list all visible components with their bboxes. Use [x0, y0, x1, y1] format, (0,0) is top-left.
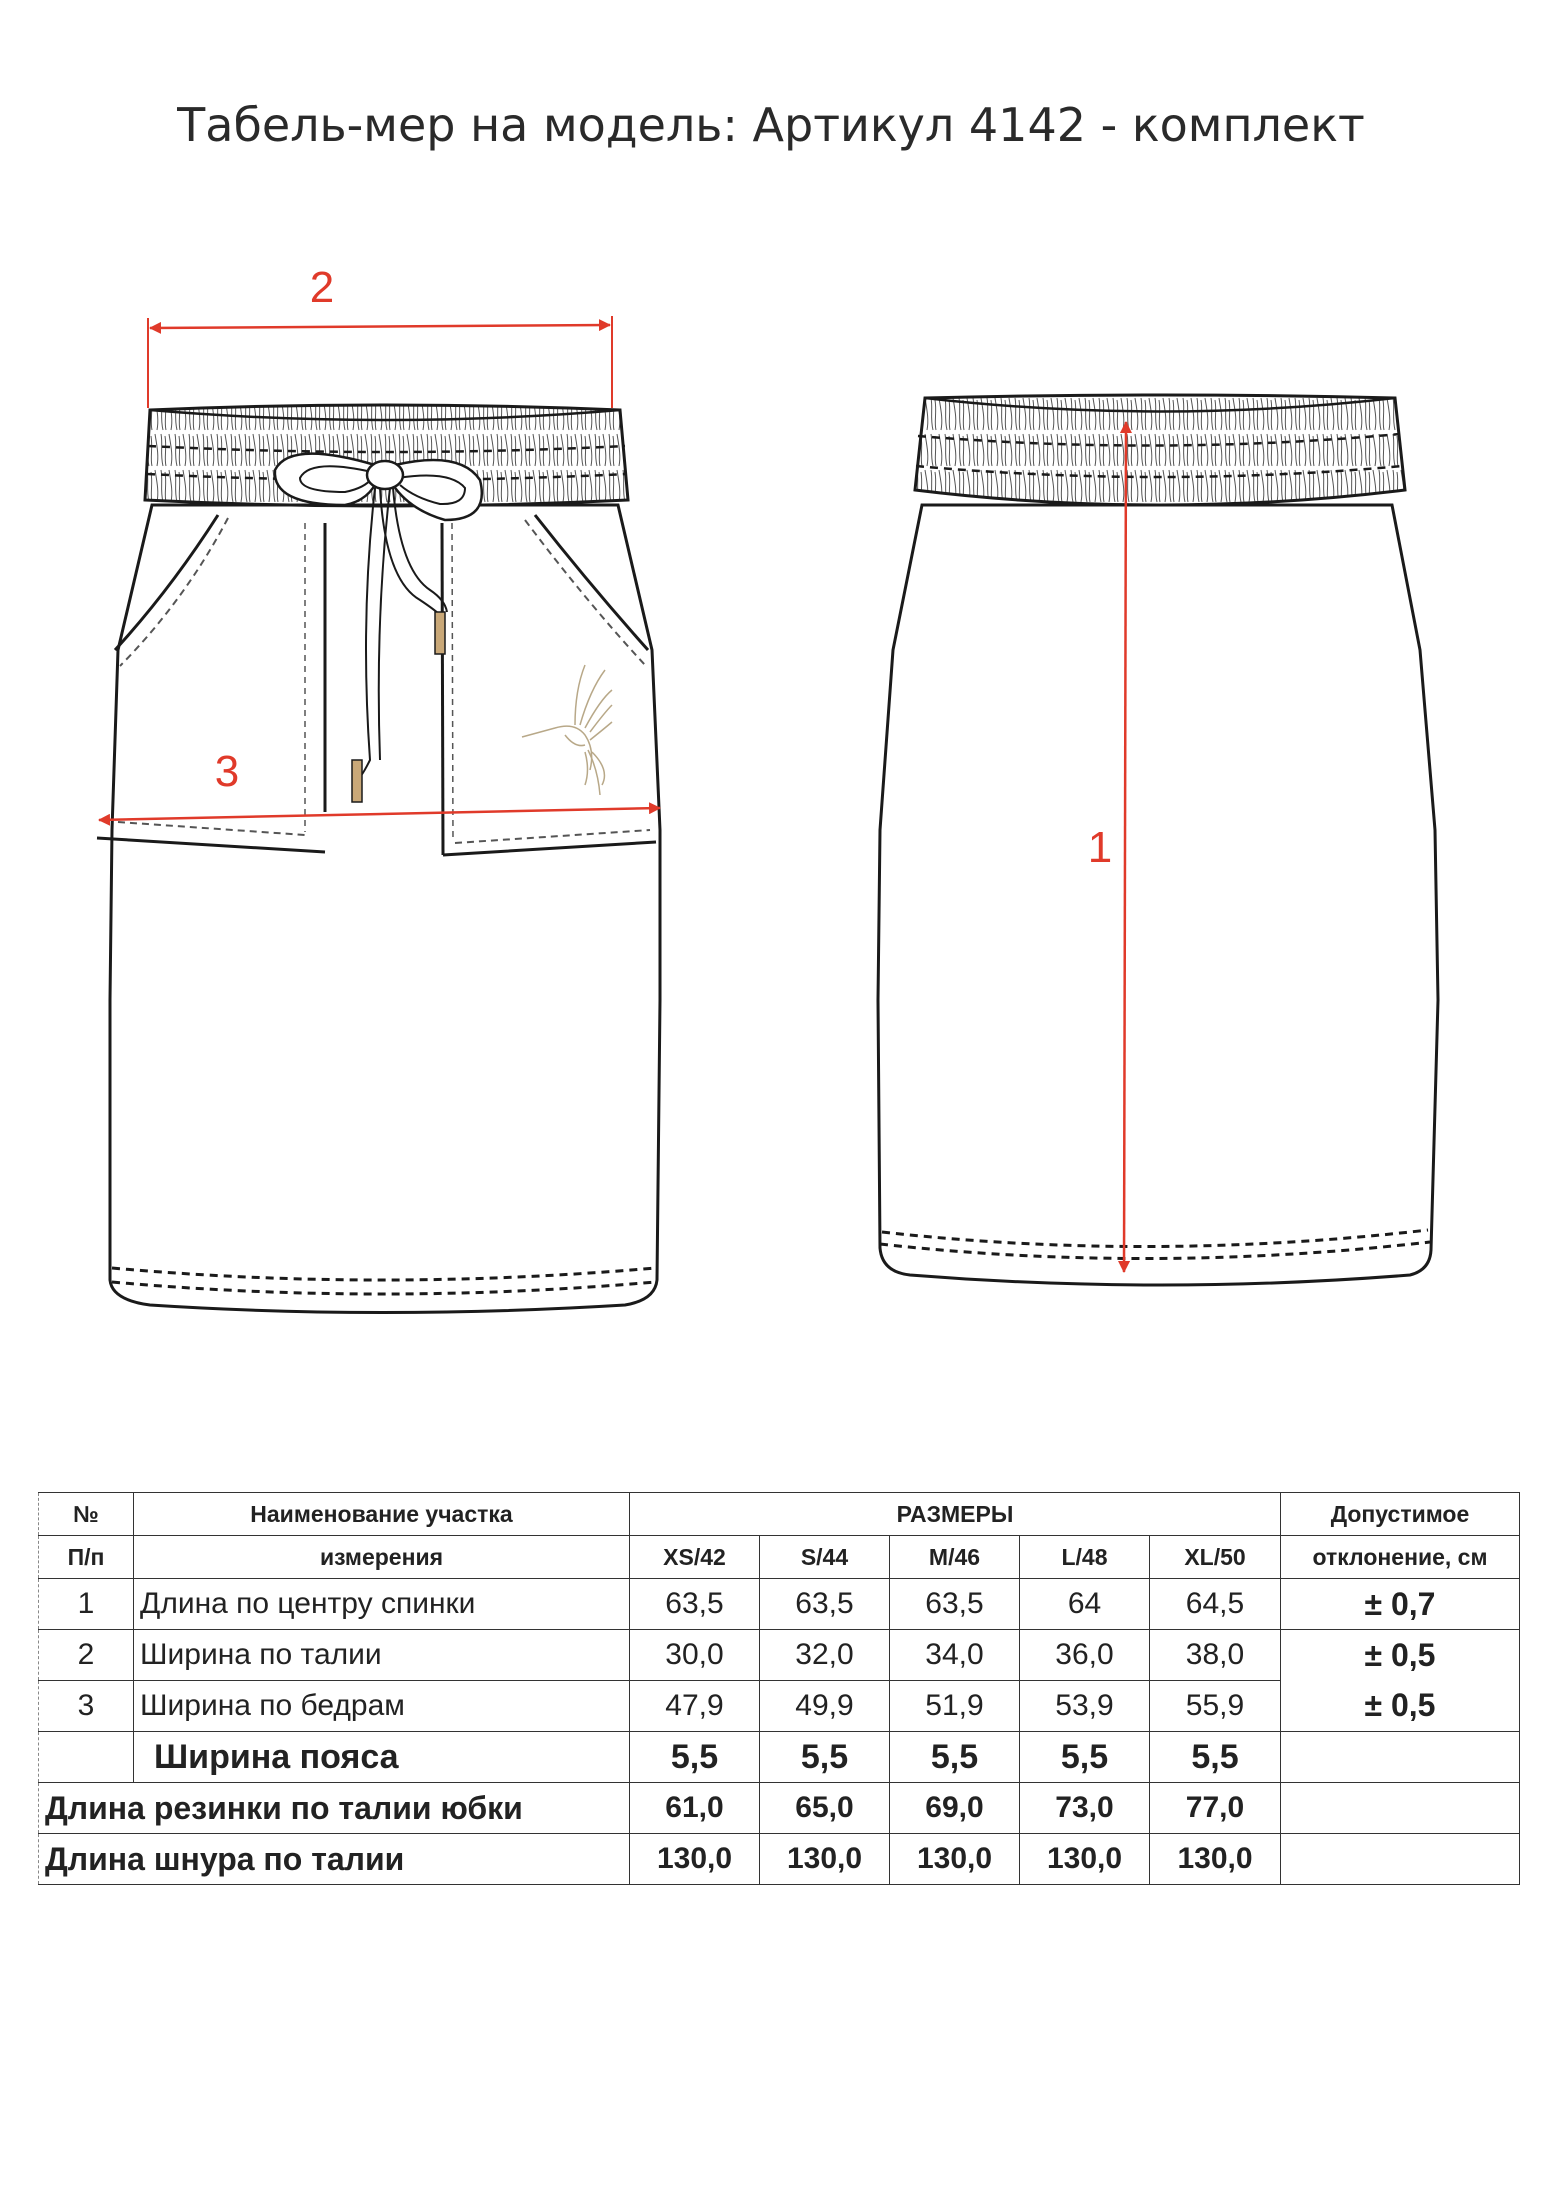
cord-tip-right [435, 612, 445, 654]
row-tolerance-empty [1281, 1834, 1520, 1885]
row-value: 34,0 [890, 1630, 1020, 1681]
row-value: 36,0 [1020, 1630, 1150, 1681]
row-value: 53,9 [1020, 1681, 1150, 1732]
row-value: 47,9 [630, 1681, 760, 1732]
table-row [39, 1579, 1520, 1630]
row-value: 77,0 [1150, 1783, 1281, 1834]
row-name: Длина по центру спинки [134, 1579, 630, 1630]
row-name: Длина шнура по талии [39, 1834, 630, 1885]
row-value: 69,0 [890, 1783, 1020, 1834]
row-value: 5,5 [760, 1732, 890, 1783]
row-num: 2 [39, 1630, 134, 1681]
table-row [39, 1732, 1520, 1783]
header-name-line1: Наименование участка [134, 1493, 630, 1536]
table-row [39, 1681, 1520, 1732]
row-name: Ширина по талии [134, 1630, 630, 1681]
row-value: 38,0 [1150, 1630, 1281, 1681]
row-name: Ширина по бедрам [134, 1681, 630, 1732]
header-num-line2: П/п [39, 1536, 134, 1579]
row-value: 64 [1020, 1579, 1150, 1630]
measure-label-3: 3 [214, 747, 240, 796]
row-tolerance: ± 0,5 [1281, 1630, 1520, 1681]
header-size-xs: XS/42 [630, 1536, 760, 1579]
header-size-xl: XL/50 [1150, 1536, 1281, 1579]
row-value: 61,0 [630, 1783, 760, 1834]
row-value: 65,0 [760, 1783, 890, 1834]
header-size-l: L/48 [1020, 1536, 1150, 1579]
row-tolerance [1281, 1732, 1520, 1783]
table-row [39, 1834, 1520, 1885]
header-sizes: РАЗМЕРЫ [630, 1493, 1281, 1536]
header-name-line2: измерения [134, 1536, 630, 1579]
row-value: 130,0 [1150, 1834, 1281, 1885]
table-row [39, 1783, 1520, 1834]
header-num-line1: № [39, 1493, 134, 1536]
row-value: 30,0 [630, 1630, 760, 1681]
header-tolerance-line1: Допустимое [1281, 1493, 1520, 1536]
measurement-table [38, 1492, 1520, 1885]
row-num: 1 [39, 1579, 134, 1630]
row-value: 63,5 [760, 1579, 890, 1630]
row-value: 5,5 [630, 1732, 760, 1783]
row-value: 5,5 [1150, 1732, 1281, 1783]
row-value: 5,5 [1020, 1732, 1150, 1783]
document-title: Табель-мер на модель: Артикул 4142 - комплект [177, 98, 1365, 152]
row-value: 130,0 [890, 1834, 1020, 1885]
row-value: 130,0 [760, 1834, 890, 1885]
row-value: 49,9 [760, 1681, 890, 1732]
row-value: 32,0 [760, 1630, 890, 1681]
table-row [39, 1630, 1520, 1681]
row-value: 51,9 [890, 1681, 1020, 1732]
row-value: 130,0 [630, 1834, 760, 1885]
row-value: 63,5 [890, 1579, 1020, 1630]
header-size-s: S/44 [760, 1536, 890, 1579]
row-value: 73,0 [1020, 1783, 1150, 1834]
row-tolerance: ± 0,5 [1281, 1681, 1520, 1732]
front-placket-right [442, 523, 443, 855]
back-skirt-outline [878, 505, 1438, 1285]
row-tolerance: ± 0,7 [1281, 1579, 1520, 1630]
row-num [39, 1732, 134, 1783]
header-tolerance-line2: отклонение, см [1281, 1536, 1520, 1579]
row-num: 3 [39, 1681, 134, 1732]
measure-label-2: 2 [309, 263, 335, 312]
back-skirt-view [878, 395, 1438, 1285]
row-value: 5,5 [890, 1732, 1020, 1783]
front-skirt-outline [110, 505, 660, 1313]
measure-waist-width [148, 263, 612, 408]
measure-label-1: 1 [1087, 823, 1113, 872]
row-value: 130,0 [1020, 1834, 1150, 1885]
row-value: 55,9 [1150, 1681, 1281, 1732]
front-skirt-view [97, 405, 660, 1313]
row-name: Ширина пояса [134, 1732, 630, 1783]
row-tolerance-empty [1281, 1783, 1520, 1834]
cord-tip-left [352, 760, 362, 802]
row-name: Длина резинки по талии юбки [39, 1783, 630, 1834]
header-size-m: M/46 [890, 1536, 1020, 1579]
row-value: 64,5 [1150, 1579, 1281, 1630]
row-value: 63,5 [630, 1579, 760, 1630]
